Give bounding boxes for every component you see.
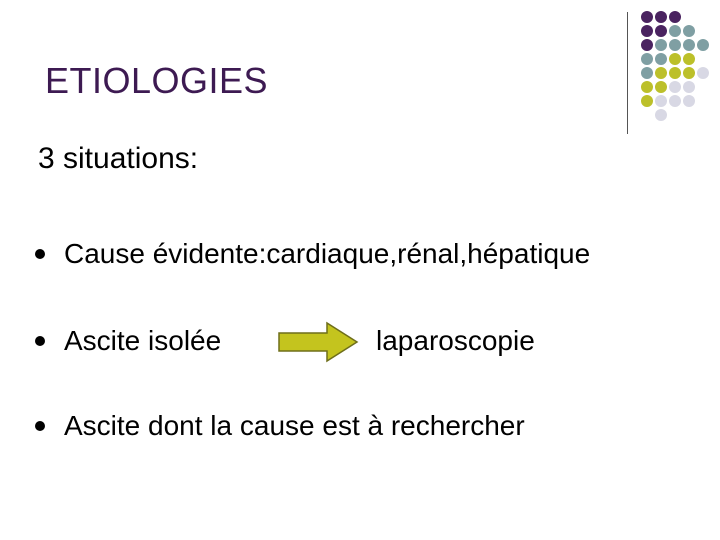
- dot: [655, 67, 667, 79]
- dot: [641, 95, 653, 107]
- slide-subtitle: 3 situations:: [38, 142, 199, 175]
- bullet-text: Cause évidente:cardiaque,rénal,hépatique: [64, 238, 591, 269]
- dot: [655, 39, 667, 51]
- dot: [669, 53, 681, 65]
- slide-title: ETIOLOGIES: [45, 60, 269, 101]
- dot: [683, 39, 695, 51]
- dot: [655, 25, 667, 37]
- dot: [669, 11, 681, 23]
- bullet-marker: [35, 249, 45, 259]
- dot: [669, 25, 681, 37]
- right-arrow-icon: [277, 321, 359, 363]
- dot: [683, 67, 695, 79]
- dot: [641, 81, 653, 93]
- bullet-marker: [35, 336, 45, 346]
- dot: [697, 67, 709, 79]
- dot: [641, 25, 653, 37]
- dot: [641, 11, 653, 23]
- bullet-item-3: [35, 410, 525, 442]
- bullet-text: Ascite isolée: [64, 325, 222, 356]
- dot: [641, 53, 653, 65]
- dot: [655, 81, 667, 93]
- decorative-vertical-line: [627, 12, 628, 134]
- dot: [697, 39, 709, 51]
- dot: [669, 95, 681, 107]
- dot: [655, 53, 667, 65]
- dot: [669, 39, 681, 51]
- dot: [683, 25, 695, 37]
- dot: [641, 39, 653, 51]
- bullet-text: Ascite dont la cause est à rechercher: [64, 410, 525, 441]
- dot: [683, 53, 695, 65]
- arrow-target-text: laparoscopie: [376, 325, 535, 356]
- dot: [655, 109, 667, 121]
- dot: [683, 95, 695, 107]
- dot: [641, 67, 653, 79]
- bullet-item-1: [35, 238, 590, 270]
- dot: [669, 81, 681, 93]
- dot: [655, 95, 667, 107]
- dot: [683, 81, 695, 93]
- dot: [655, 11, 667, 23]
- bullet-item-2: [35, 325, 221, 357]
- dot: [669, 67, 681, 79]
- bullet-marker: [35, 421, 45, 431]
